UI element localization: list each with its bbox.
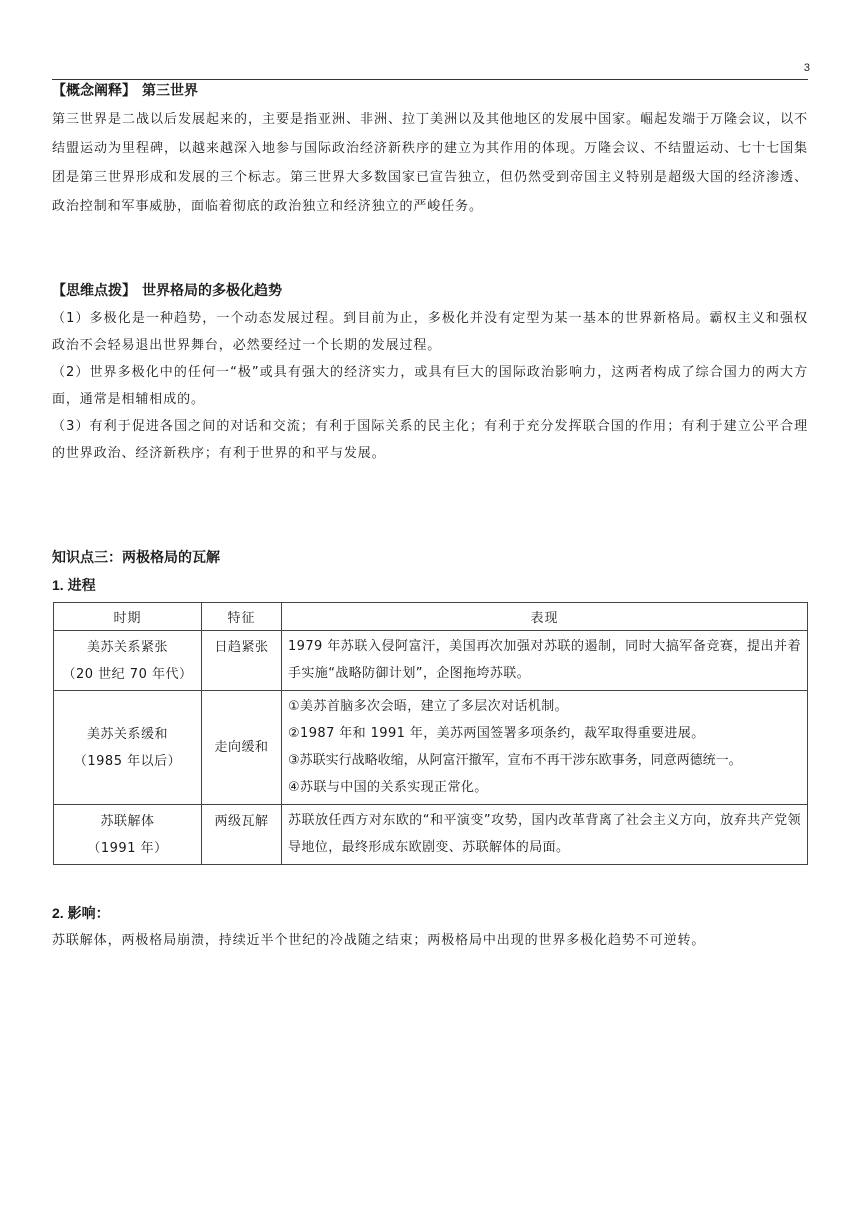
thinking-item: （2）世界多极化中的任何一“极”或具有强大的经济实力，或具有巨大的国际政治影响力，这两者构成了综合国力的两大方面，通常是相辅相成的。: [52, 365, 808, 407]
thinking-title: 世界格局的多极化趋势: [142, 283, 282, 299]
process-heading: 1. 进程: [52, 577, 96, 593]
feature-cell: 日趋紧张: [202, 631, 282, 691]
period-sub: （1985 年以后）: [73, 753, 182, 769]
concept-body: 第三世界是二战以后发展起来的，主要是指亚洲、非洲、拉丁美洲以及其他地区的发展中国家。崛起发端于万隆会议，以不结盟运动为里程碑，以越来越深入地参与国际政治经济新秩序的建立为其作用的体现。万隆会议、不结盟运动、七十七国集团是第三世界形成和发展的三个标志。第三世界大多数国家已宣告独立，但仍然受到帝国主义特别是超级大国的经济渗透、政治控制和军事威胁，面临着彻底的政治独立和经济独立的严峻任务。: [52, 112, 808, 214]
knowledge-section: [52, 547, 808, 595]
period-sub: （20 世纪 70 年代）: [62, 666, 193, 682]
thinking-item: （3）有利于促进各国之间的对话和交流；有利于国际关系的民主化；有利于充分发挥联合国的作用；有利于建立公平合理的世界政治、经济新秩序；有利于世界的和平与发展。: [52, 419, 808, 461]
desc-text: 1979 年苏联入侵阿富汗，美国再次加强对苏联的遏制，同时大搞军备竞赛，提出并着手实施“战略防御计划”，企图拖垮苏联。: [288, 639, 801, 681]
period-label: 美苏关系缓和: [86, 726, 168, 742]
period-label: 苏联解体: [100, 813, 155, 829]
period-sub: （1991 年）: [87, 840, 168, 856]
desc-cell: [282, 805, 808, 865]
header-feature: 特征: [202, 603, 282, 631]
header-rule: [52, 79, 808, 80]
desc-text: ②1987 年和 1991 年，美苏两国签署多项条约，裁军取得重要进展。: [288, 726, 705, 741]
desc-cell: [282, 691, 808, 805]
header-period: 时期: [54, 603, 202, 631]
thinking-item: （1）多极化是一种趋势，一个动态发展过程。到目前为止，多极化并没有定型为某一基本的世界新格局。霸权主义和强权政治不会轻易退出世界舞台，必然要经过一个长期的发展过程。: [52, 311, 808, 353]
thinking-section: [52, 281, 808, 467]
history-table: [53, 602, 808, 865]
table-header-row: [54, 603, 808, 631]
table-row: [54, 805, 808, 865]
thinking-heading: [52, 281, 808, 301]
period-label: 美苏关系紧张: [86, 639, 168, 655]
header-desc: 表现: [282, 603, 808, 631]
desc-text: ④苏联与中国的关系实现正常化。: [288, 780, 488, 795]
desc-text: ①美苏首脑多次会晤，建立了多层次对话机制。: [288, 699, 569, 714]
feature-cell: 两级瓦解: [202, 805, 282, 865]
feature-cell: 走向缓和: [202, 691, 282, 805]
impact-body: 苏联解体，两极格局崩溃，持续近半个世纪的冷战随之结束；两极格局中出现的世界多极化趋势不可逆转。: [52, 933, 706, 948]
knowledge-title: 知识点三：两极格局的瓦解: [52, 549, 220, 565]
table-row: [54, 631, 808, 691]
period-cell: [54, 691, 202, 805]
concept-title: 第三世界: [142, 83, 198, 99]
impact-section: [52, 903, 808, 955]
period-cell: [54, 631, 202, 691]
page-number: 3: [803, 62, 810, 74]
concept-heading: [52, 81, 808, 101]
concept-tag: 【概念阐释】: [52, 83, 136, 99]
desc-cell: [282, 631, 808, 691]
desc-text: ③苏联实行战略收缩，从阿富汗撤军，宣布不再干涉东欧事务，同意两德统一。: [288, 753, 742, 768]
desc-text: 苏联放任西方对东欧的“和平演变”攻势，国内改革背离了社会主义方向，放弃共产党领导地位，最终形成东欧剧变、苏联解体的局面。: [288, 813, 801, 855]
table-row: [54, 691, 808, 805]
thinking-tag: 【思维点拨】: [52, 283, 136, 299]
concept-section: [52, 81, 808, 221]
impact-heading: 2. 影响：: [52, 905, 110, 921]
period-cell: [54, 805, 202, 865]
